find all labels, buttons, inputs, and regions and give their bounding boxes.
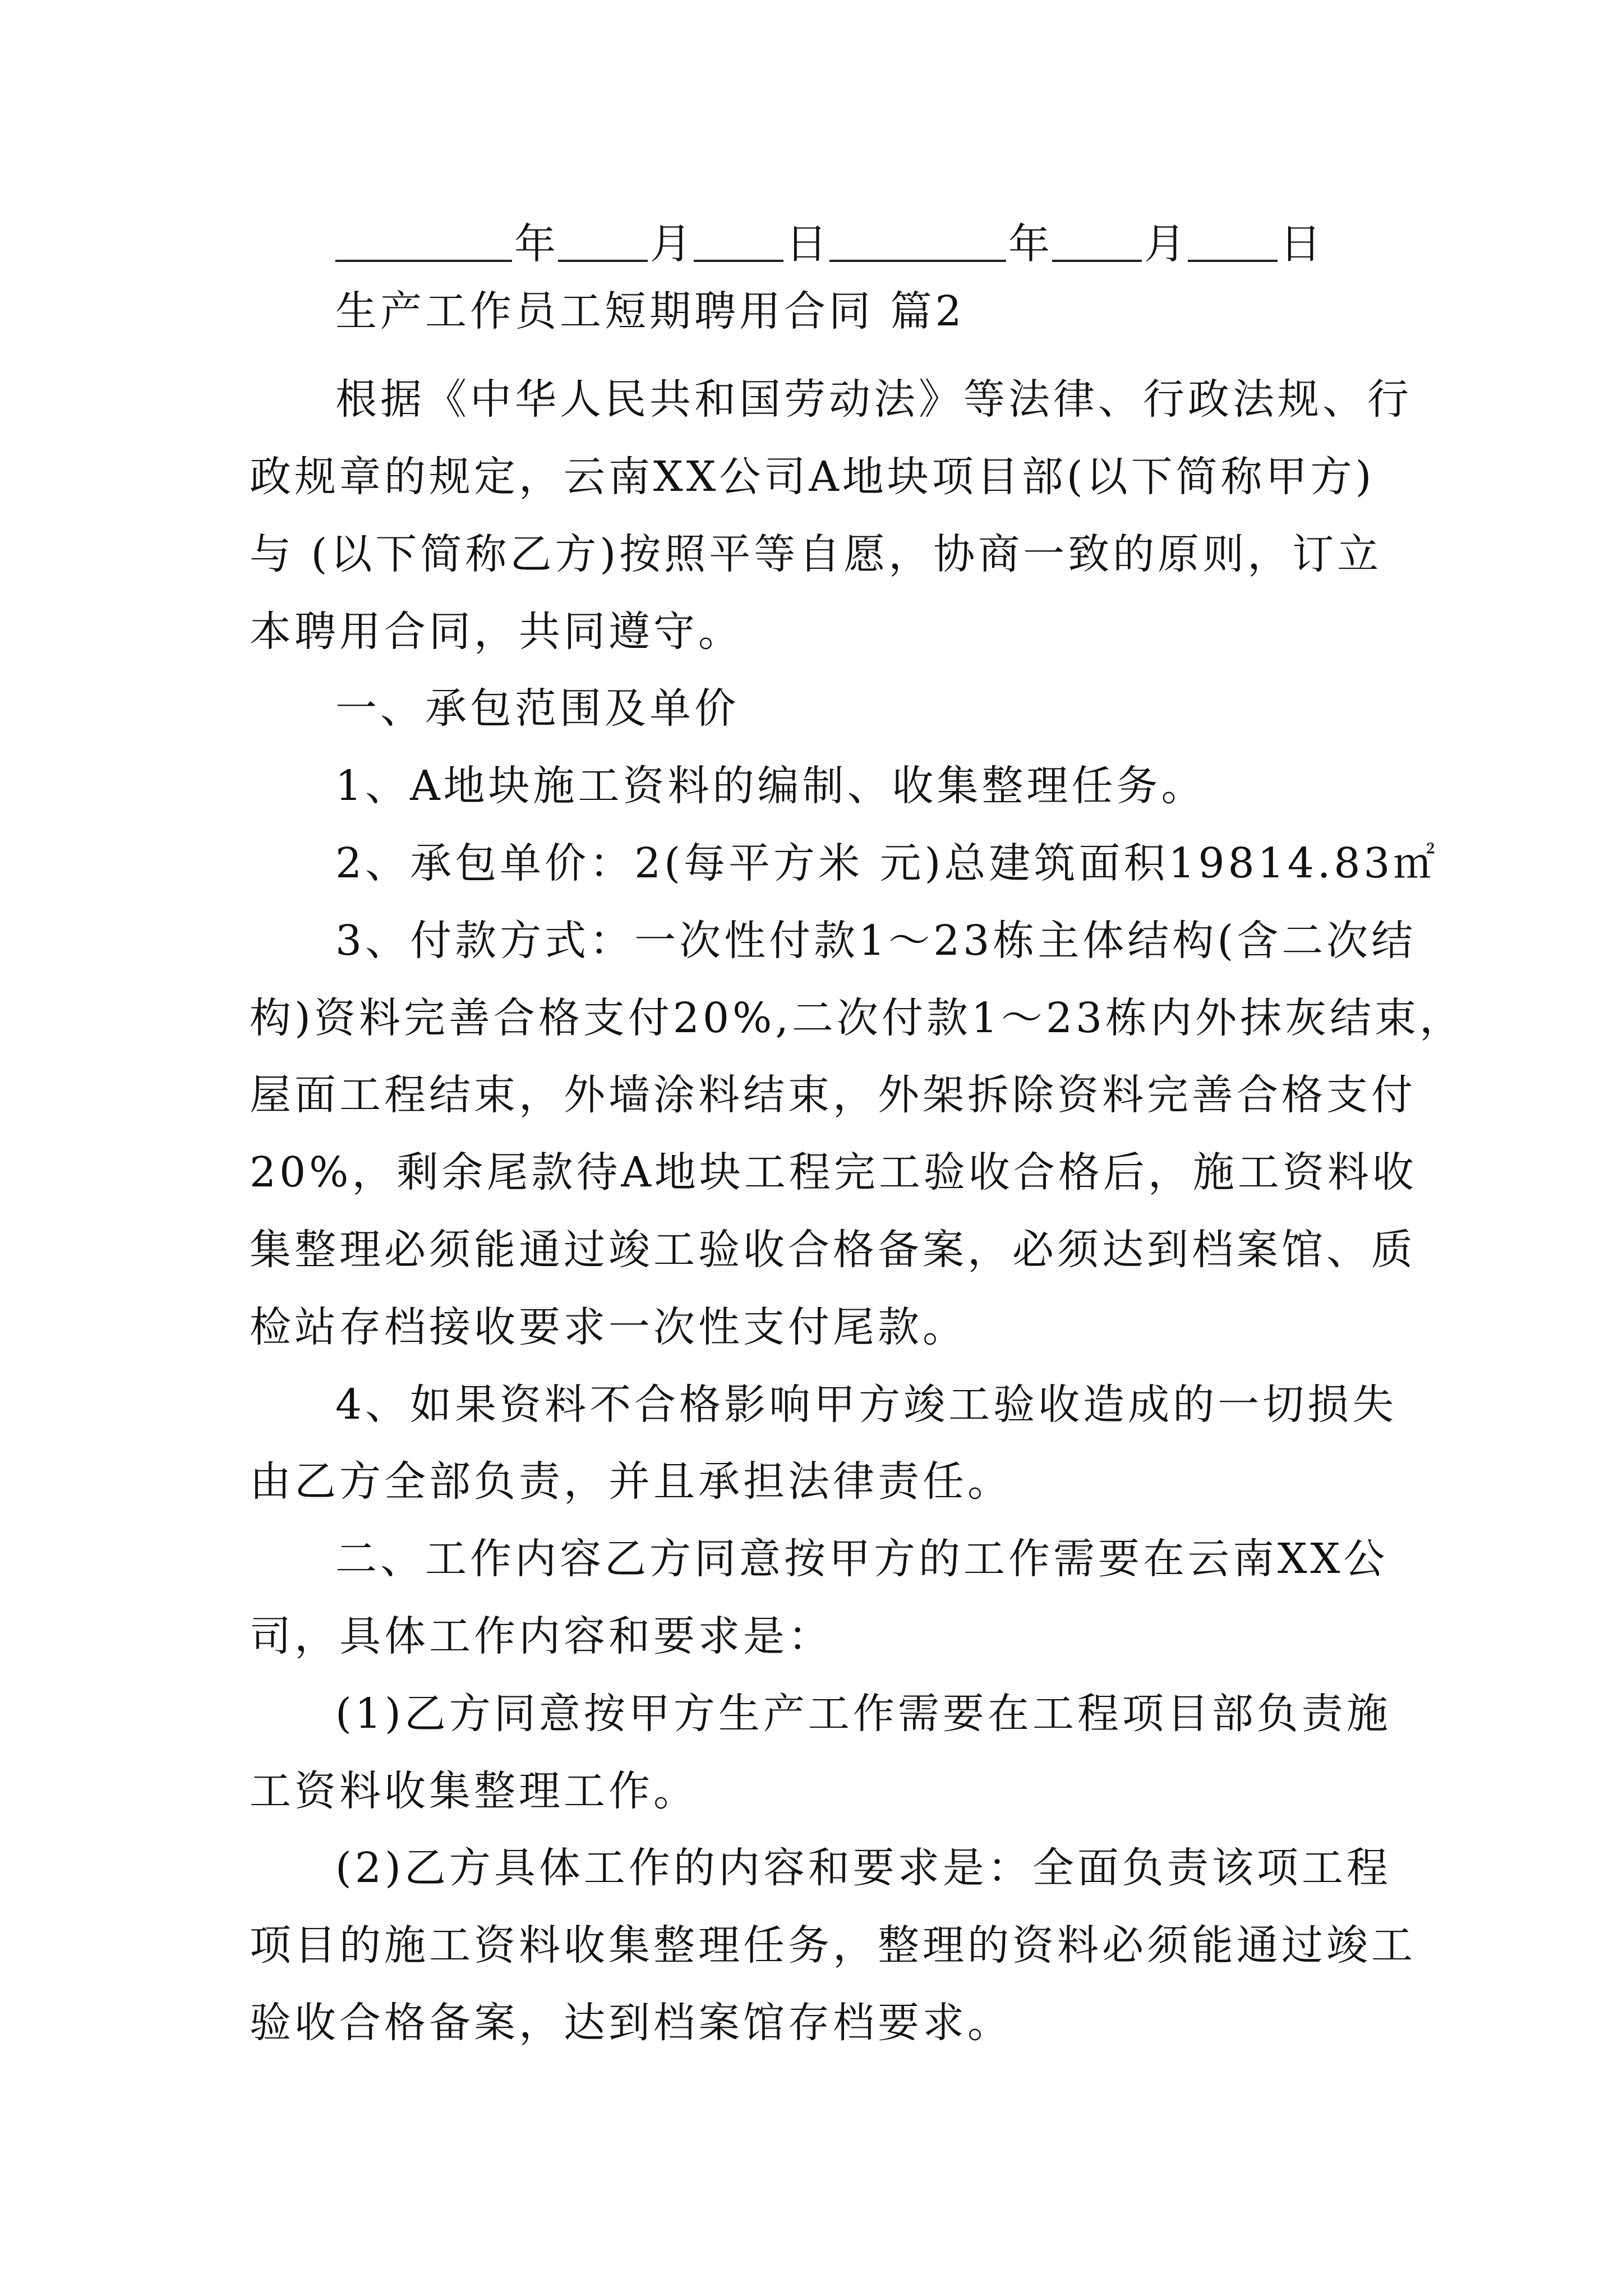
list-item: (2)乙方具体工作的内容和要求是：全面负责该项工程 xyxy=(335,1844,1391,1892)
paragraph-line: 根据《中华人民共和国劳动法》等法律、行政法规、行 xyxy=(335,375,1412,424)
paragraph-line: 由乙方全部负责，并且承担法律责任。 xyxy=(250,1457,1012,1506)
paragraph-line: 集整理必须能通过竣工验收合格备案，必须达到档案馆、质 xyxy=(250,1226,1416,1274)
year-blank-1 xyxy=(335,219,512,262)
day-blank-1 xyxy=(694,219,783,262)
paragraph-line: 司，具体工作内容和要求是： xyxy=(250,1612,833,1660)
year-label-1: 年 xyxy=(514,220,556,268)
list-item: 3、付款方式：一次性付款1～23栋主体结构(含二次结 xyxy=(335,917,1417,965)
document-title: 生产工作员工短期聘用合同 篇2 xyxy=(335,287,965,335)
section-heading: 二、工作内容乙方同意按甲方的工作需要在云南XX公 xyxy=(335,1535,1389,1583)
paragraph-line: 构)资料完善合格支付20%,二次付款1～23栋内外抹灰结束， xyxy=(250,994,1465,1042)
section-heading: 一、承包范围及单价 xyxy=(335,684,739,733)
signature-date-line xyxy=(335,216,1324,272)
year-label-2: 年 xyxy=(1008,220,1050,268)
day-label-1: 日 xyxy=(786,220,827,268)
paragraph-line: 检站存档接收要求一次性支付尾款。 xyxy=(250,1303,967,1351)
list-item: 4、如果资料不合格影响甲方竣工验收造成的一切损失 xyxy=(335,1381,1398,1429)
paragraph-line: 项目的施工资料收集整理任务，整理的资料必须能通过竣工 xyxy=(250,1921,1416,1970)
month-label-2: 月 xyxy=(1144,220,1186,268)
paragraph-line: 工资料收集整理工作。 xyxy=(250,1767,698,1815)
year-blank-2 xyxy=(829,219,1006,262)
paragraph-line: 屋面工程结束，外墙涂料结束，外架拆除资料完善合格支付 xyxy=(250,1071,1416,1119)
month-blank-2 xyxy=(1052,219,1142,262)
paragraph-line: 政规章的规定，云南XX公司A地块项目部(以下简称甲方) xyxy=(250,453,1375,501)
day-blank-2 xyxy=(1188,219,1278,262)
day-label-2: 日 xyxy=(1280,220,1321,268)
paragraph-line: 验收合格备案，达到档案馆存档要求。 xyxy=(250,1999,1012,2047)
month-label-1: 月 xyxy=(650,220,691,268)
list-item: 1、A地块施工资料的编制、收集整理任务。 xyxy=(335,762,1206,810)
paragraph-line: 本聘用合同，共同遵守。 xyxy=(250,608,743,656)
paragraph-line: 20%，剩余尾款待A地块工程完工验收合格后，施工资料收 xyxy=(250,1148,1417,1197)
list-item: (1)乙方同意按甲方生产工作需要在工程项目部负责施 xyxy=(335,1690,1391,1738)
list-item: 2、承包单价：2(每平方米 元)总建筑面积19814.83㎡ xyxy=(335,839,1438,887)
paragraph-line: 与 (以下简称乙方)按照平等自愿，协商一致的原则，订立 xyxy=(250,530,1382,578)
month-blank-1 xyxy=(558,219,648,262)
